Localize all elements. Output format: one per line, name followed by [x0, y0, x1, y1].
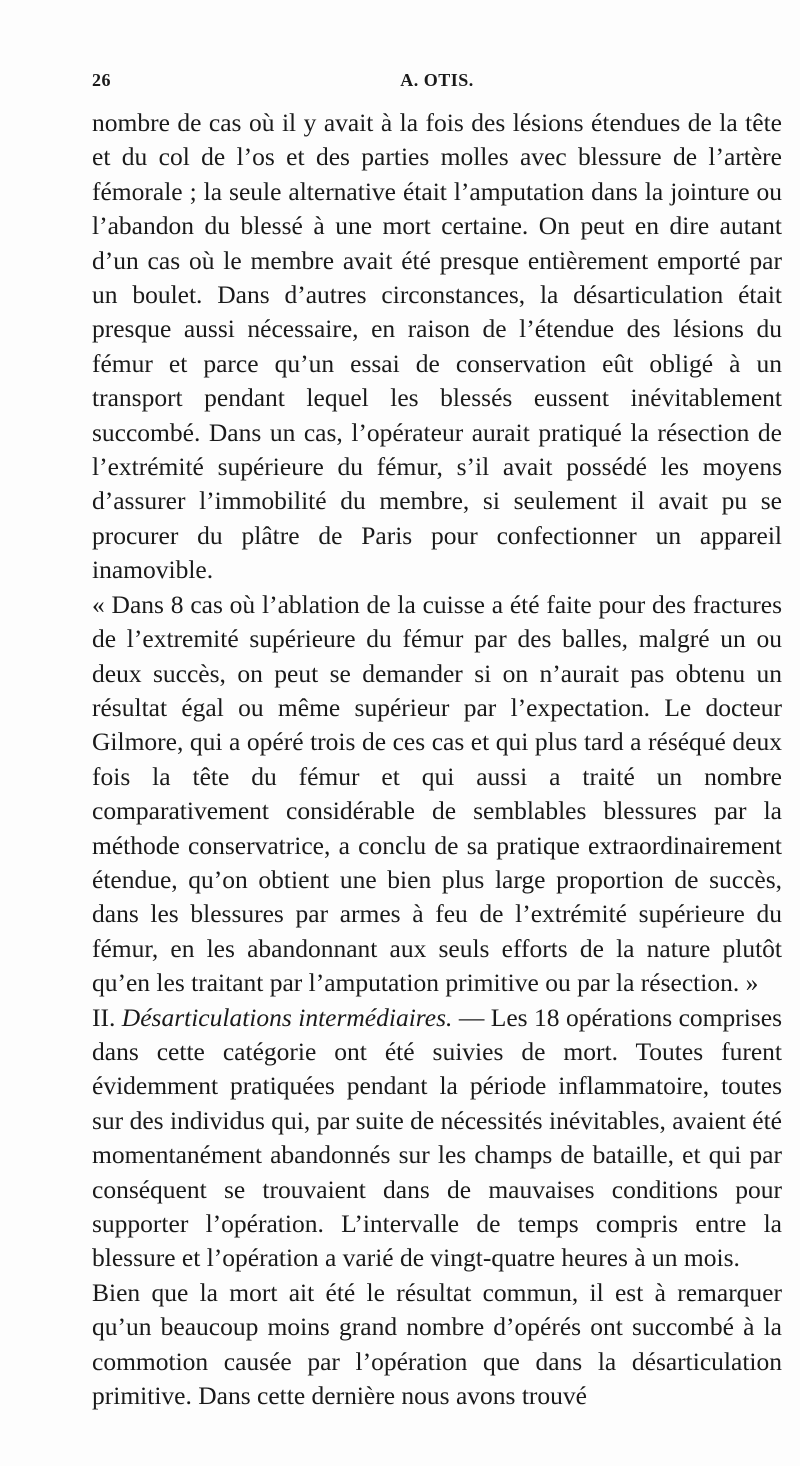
- paragraph: « Dans 8 cas où l’ablation de la cuisse a été faite pour des fractures de l’extremité supérieure du fémur par des balles, malgré un ou deux succès, on peut se demander si on n’aurait pas obtenu un résultat égal ou même supérieur par l’expectation. Le docteur Gilmore, qui a opéré trois de ces cas et qui plus tard a réséqué deux fois la tête du fémur et qui aussi a traité un nombre comparativement considérable de semblables blessures par la méthode conservatrice, a conclu de sa pratique extraordinairement étendue, qu’on obtient une bien plus large proportion de succès, dans les blessures par armes à feu de l’extrémité supérieure du fémur, en les abandonnant aux seuls efforts de la nature plutôt qu’en les traitant par l’amputation primitive ou par la résection. »: [92, 589, 782, 998]
- running-head: A. OTIS.: [400, 70, 474, 90]
- body-text: [92, 106, 782, 1413]
- section-paragraph: [92, 1001, 782, 1276]
- paragraph: nombre de cas où il y avait à la fois des lésions étendues de la tête et du col de l’os et des parties molles avec blessure de l’artère fémorale ; la seule alternative était l’amputation dans la jointure ou l’abandon du blessé à une mort certaine. On peut en dire autant d’un cas où le membre avait été presque entièrement emporté par un boulet. Dans d’autres circonstances, la désarticulation était presque aussi nécessaire, en raison de l’étendue des lésions du fémur et parce qu’un essai de conservation eût obligé à un transport pendant lequel les blessés eussent inévitablement succombé. Dans un cas, l’opérateur aurait pratiqué la résection de l’extrémité supérieure du fémur, s’il avait possédé les moyens d’assurer l’immobilité du membre, si seulement il avait pu se procurer du plâtre de Paris pour confectionner un appareil inamovible.: [92, 108, 782, 585]
- page-header: [92, 70, 782, 96]
- section-number: II.: [92, 1002, 116, 1032]
- section-text: — Les 18 opérations comprises dans cette catégorie ont été suivies de mort. Toutes furent évidemment pratiquées pendant la période inflammatoire, toutes sur des individus qui, par suite de nécessités inévitables, avaient été momentanément abandonnés sur les champs de bataille, et qui par conséquent se trouvaient dans de mauvaises conditions pour supporter l’opération. L’intervalle de temps compris entre la blessure et l’opération a varié de vingt-quatre heures à un mois.: [92, 1002, 783, 1273]
- section-title: Désarticulations intermédiaires.: [121, 1002, 453, 1032]
- page-number: 26: [92, 70, 111, 90]
- paragraph: Bien que la mort ait été le résultat commun, il est à remarquer qu’un beaucoup moins grand nombre d’opérés ont succombé à la commotion causée par l’opération que dans la désarticulation primitive. Dans cette dernière nous avons trouvé: [92, 1277, 782, 1411]
